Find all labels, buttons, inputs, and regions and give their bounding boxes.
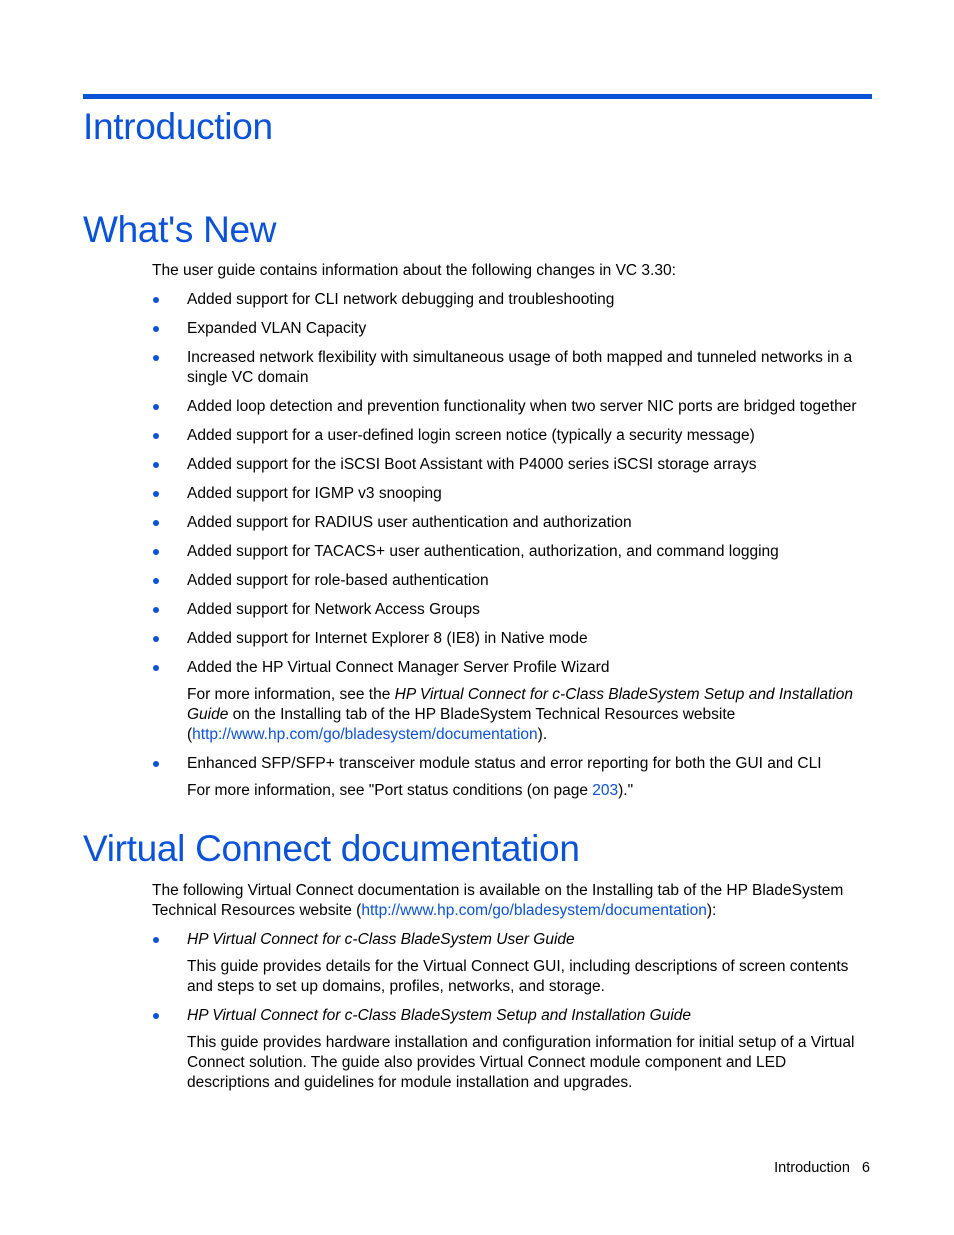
bullet-icon xyxy=(153,297,159,303)
list-item xyxy=(152,542,872,562)
list-item-text: Added support for the iSCSI Boot Assistant with P4000 series iSCSI storage arrays xyxy=(187,456,757,473)
bullet-icon xyxy=(153,1013,159,1019)
whats-new-list xyxy=(152,290,872,801)
page-footer xyxy=(774,1158,870,1178)
whats-new-intro: The user guide contains information about the following changes in VC 3.30: xyxy=(152,262,676,279)
list-item xyxy=(152,426,872,446)
bullet-icon xyxy=(153,462,159,468)
list-item xyxy=(152,1006,872,1093)
page-reference-link[interactable]: 203 xyxy=(592,782,619,799)
guide-description: This guide provides details for the Virtual Connect GUI, including descriptions of screen contents and steps to set up domains, profiles, networks, and storage. xyxy=(187,958,849,995)
vc-documentation-list xyxy=(152,930,872,1093)
bullet-icon xyxy=(153,433,159,439)
list-item-text: Added loop detection and prevention functionality when two server NIC ports are bridged together xyxy=(187,398,857,415)
vc-documentation-section xyxy=(152,881,872,1102)
bullet-icon xyxy=(153,607,159,613)
bullet-icon xyxy=(153,326,159,332)
list-item-text: Added support for a user-defined login screen notice (typically a security message) xyxy=(187,427,755,444)
bullet-icon xyxy=(153,355,159,361)
list-item xyxy=(152,754,872,801)
list-item xyxy=(152,571,872,591)
page-number: 6 xyxy=(861,1160,870,1176)
list-item xyxy=(152,484,872,504)
list-item-text: Expanded VLAN Capacity xyxy=(187,320,367,337)
list-item xyxy=(152,629,872,649)
bullet-icon xyxy=(153,491,159,497)
list-item xyxy=(152,348,872,388)
chapter-title: Introduction xyxy=(83,106,273,147)
wizard-more-info: For more information, see the HP Virtual Connect for c-Class BladeSystem Setup and Installation Guide on the Installing tab of the HP BladeSystem Technical Resources website (http://www.hp.com/go/bladesystem/documentation). xyxy=(187,686,853,743)
footer-section-name: Introduction xyxy=(774,1160,850,1176)
list-item-text: Increased network flexibility with simultaneous usage of both mapped and tunneled networks in a single VC domain xyxy=(187,349,853,386)
list-item xyxy=(152,513,872,533)
documentation-link[interactable]: http://www.hp.com/go/bladesystem/documentation xyxy=(192,726,538,743)
bullet-icon xyxy=(153,937,159,943)
list-item xyxy=(152,455,872,475)
whats-new-section xyxy=(152,261,872,801)
list-item xyxy=(152,930,872,997)
list-item-text: Added the HP Virtual Connect Manager Server Profile Wizard xyxy=(187,659,610,676)
vc-documentation-intro: The following Virtual Connect documentation is available on the Installing tab of the HP BladeSystem Technical Resources website (http://www.hp.com/go/bladesystem/documentation): xyxy=(152,882,844,919)
guide-title: HP Virtual Connect for c-Class BladeSystem Setup and Installation Guide xyxy=(187,686,853,723)
bullet-icon xyxy=(153,578,159,584)
guide-description: This guide provides hardware installation and configuration information for initial setup of a Virtual Connect solution. The guide also provides Virtual Connect module component and LED descriptions and guidelines for module installation and upgrades. xyxy=(187,1034,855,1091)
bullet-icon xyxy=(153,665,159,671)
list-item-text: Added support for RADIUS user authentication and authorization xyxy=(187,514,632,531)
list-item-text: Added support for TACACS+ user authentication, authorization, and command logging xyxy=(187,543,779,560)
list-item-text: Added support for IGMP v3 snooping xyxy=(187,485,442,502)
bullet-icon xyxy=(153,636,159,642)
chapter-top-rule xyxy=(83,94,872,99)
list-item xyxy=(152,600,872,620)
list-item-text: Added support for Internet Explorer 8 (IE8) in Native mode xyxy=(187,630,588,647)
list-item-text: Enhanced SFP/SFP+ transceiver module status and error reporting for both the GUI and CLI xyxy=(187,755,822,772)
guide-title: HP Virtual Connect for c-Class BladeSystem User Guide xyxy=(187,931,575,948)
bullet-icon xyxy=(153,549,159,555)
vc-documentation-heading: Virtual Connect documentation xyxy=(83,828,580,869)
list-item xyxy=(152,319,872,339)
documentation-link[interactable]: http://www.hp.com/go/bladesystem/documentation xyxy=(361,902,707,919)
sfp-more-info: For more information, see "Port status conditions (on page 203)." xyxy=(187,782,634,799)
list-item-text: Added support for Network Access Groups xyxy=(187,601,480,618)
list-item-text: Added support for role-based authentication xyxy=(187,572,489,589)
list-item xyxy=(152,397,872,417)
list-item xyxy=(152,290,872,310)
list-item-text: Added support for CLI network debugging and troubleshooting xyxy=(187,291,615,308)
whats-new-heading: What's New xyxy=(83,209,277,250)
guide-title: HP Virtual Connect for c-Class BladeSystem Setup and Installation Guide xyxy=(187,1007,692,1024)
bullet-icon xyxy=(153,761,159,767)
list-item xyxy=(152,658,872,745)
bullet-icon xyxy=(153,520,159,526)
bullet-icon xyxy=(153,404,159,410)
